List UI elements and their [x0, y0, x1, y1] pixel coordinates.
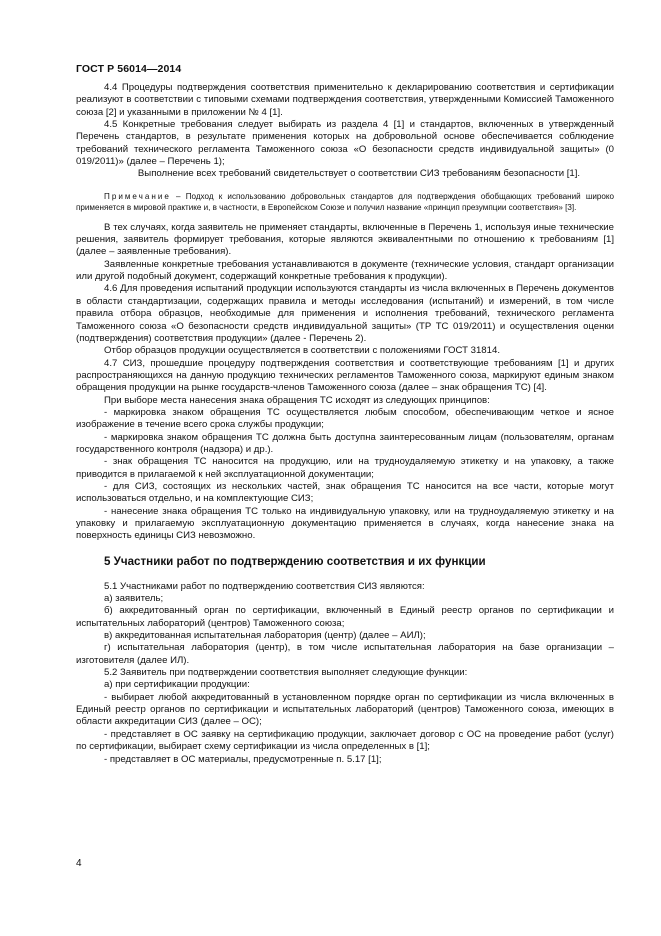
- list-item-choose-os: - выбирает любой аккредитованный в установленном порядке орган по сертификации из числа включенных в Единый реестр органов по сертификации и испытательных лабораторий (центров) Таможенного союза, имеющих в области аккредитации СИЗ (далее – ОС);: [76, 691, 614, 728]
- paragraph-declared-req: Заявленные конкретные требования устанавливаются в документе (технические условия, стандарт организации или другой подобный документ, содержащий конкретные требования к продукции).: [76, 258, 614, 283]
- list-item-marking-4: - для СИЗ, состоящих из нескольких частей, знак обращения ТС наносится на все части, которые могут использоваться отдельно, и на комплектующие СИЗ;: [76, 480, 614, 505]
- list-item-b: б) аккредитованный орган по сертификации, включенный в Единый реестр органов по сертификации и испытательных лабораторий (центров) Таможенного союза;: [76, 605, 614, 629]
- paragraph-alt-solutions: В тех случаях, когда заявитель не применяет стандарты, включенные в Перечень 1, используя иные технические решения, заявитель формирует требования, которые являются эквивалентными по отношению к требованиям [1] (далее – заявленные требования).: [76, 221, 614, 258]
- paragraph-4-7: 4.7 СИЗ, прошедшие процедуру подтверждения соответствия и соответствующие требованиям [1] и других распространяющихся на данную продукцию технических регламентов Таможенного союза, маркируют единым знаком обращения продукции на рынке государств-членов Таможенного союза (далее – знак обращения ТС) [4].: [76, 357, 614, 394]
- list-item-marking-1: - маркировка знаком обращения ТС осуществляется любым способом, обеспечивающим четкое и ясное изображение в течение всего срока службы продукции;: [76, 406, 614, 431]
- list-item-a: а) заявитель;: [104, 593, 164, 605]
- list-item-v: в) аккредитованная испытательная лаборатория (центр) (далее – АИЛ);: [104, 630, 426, 642]
- note-label: Примечание: [104, 191, 171, 201]
- list-item-g: г) испытательная лаборатория (центр), в том числе испытательная лаборатория на базе организации – изготовителя (далее ИЛ).: [76, 642, 614, 666]
- paragraph-4-6: 4.6 Для проведения испытаний продукции используются стандарты из числа включенных в Перечень документов в области стандартизации, содержащих правила и методы исследования (испытаний) и измерений, в том числе правила отбора образцов, необходимые для применения и исполнения требований, технического регламента Таможенного союза «О безопасности средств индивидуальной защиты» (ТР ТС 019/2011) и осуществления оценки (подтверждения) соответствия продукции» (далее - Перечень 2).: [76, 283, 614, 344]
- document-body: [76, 82, 614, 766]
- paragraph-4-5: 4.5 Конкретные требования следует выбирать из раздела 4 [1] и стандартов, включенных в утвержденный Перечень стандартов, в результате применения которых на добровольной основе обеспечивается соблюдение требований технического регламента Таможенного союза «О безопасности средств индивидуальной защиты» (0 019/2011)» (далее – Перечень 1);: [76, 119, 614, 168]
- paragraph-sampling: Отбор образцов продукции осуществляется в соответствии с положениями ГОСТ 31814.: [104, 345, 500, 357]
- section-5-title: 5 Участники работ по подтверждению соответствия и их функции: [104, 554, 486, 568]
- paragraph-5-1: 5.1 Участниками работ по подтверждению соответствия СИЗ являются:: [104, 580, 425, 592]
- page-number: 4: [76, 858, 82, 869]
- paragraph-marking-principles: При выборе места нанесения знака обращения ТС исходят из следующих принципов:: [104, 394, 490, 406]
- document-header: ГОСТ Р 56014—2014: [76, 63, 182, 75]
- list-item-marking-5: - нанесение знака обращения ТС только на индивидуальную упаковку, или на трудноудаляемую этикетку и на упаковку и прилагаемую эксплуатационную документацию применяется в случаях, когда нанесение знака на поверхность единицы СИЗ невозможно.: [76, 505, 614, 542]
- note-text: – Подход к использованию добровольных стандартов для подтверждения обобщающих требований широко применяется в мировой практике и, в частности, в Европейском Союзе и получил название «принцип презумпции соответствия» [3].: [76, 191, 614, 212]
- note-paragraph: [76, 191, 614, 213]
- list-item-submit-materials: - представляет в ОС материалы, предусмотренные п. 5.17 [1];: [104, 753, 382, 765]
- paragraph-4-4: 4.4 Процедуры подтверждения соответствия применительно к декларированию соответствия и сертификации реализуют в соответствии с типовыми схемами подтверждения соответствия, утвержденными Комиссией Таможенного союза [2] и указанными в приложении № 4 [1].: [76, 82, 614, 118]
- list-item-submit-application: - представляет в ОС заявку на сертификацию продукции, заключает договор с ОС на проведение работ (услуг) по сертификации, выбирает схему сертификации из числа определенных в [1];: [76, 728, 614, 753]
- paragraph-compliance: Выполнение всех требований свидетельствует о соответствии СИЗ требованиям безопасности [1].: [137, 168, 581, 180]
- list-item-marking-3: - знак обращения ТС наносится на продукцию, или на трудноудаляемую этикетку и на упаковку, а также приводится в прилагаемой к ней эксплуатационной документации;: [76, 456, 614, 480]
- list-item-marking-2: - маркировка знаком обращения ТС должна быть доступна заинтересованным лицам (пользователям, органам государственного контроля (надзора) и др.).: [76, 431, 614, 455]
- list-item-certification: а) при сертификации продукции:: [104, 679, 250, 691]
- paragraph-5-2: 5.2 Заявитель при подтверждении соответствия выполняет следующие функции:: [104, 667, 468, 679]
